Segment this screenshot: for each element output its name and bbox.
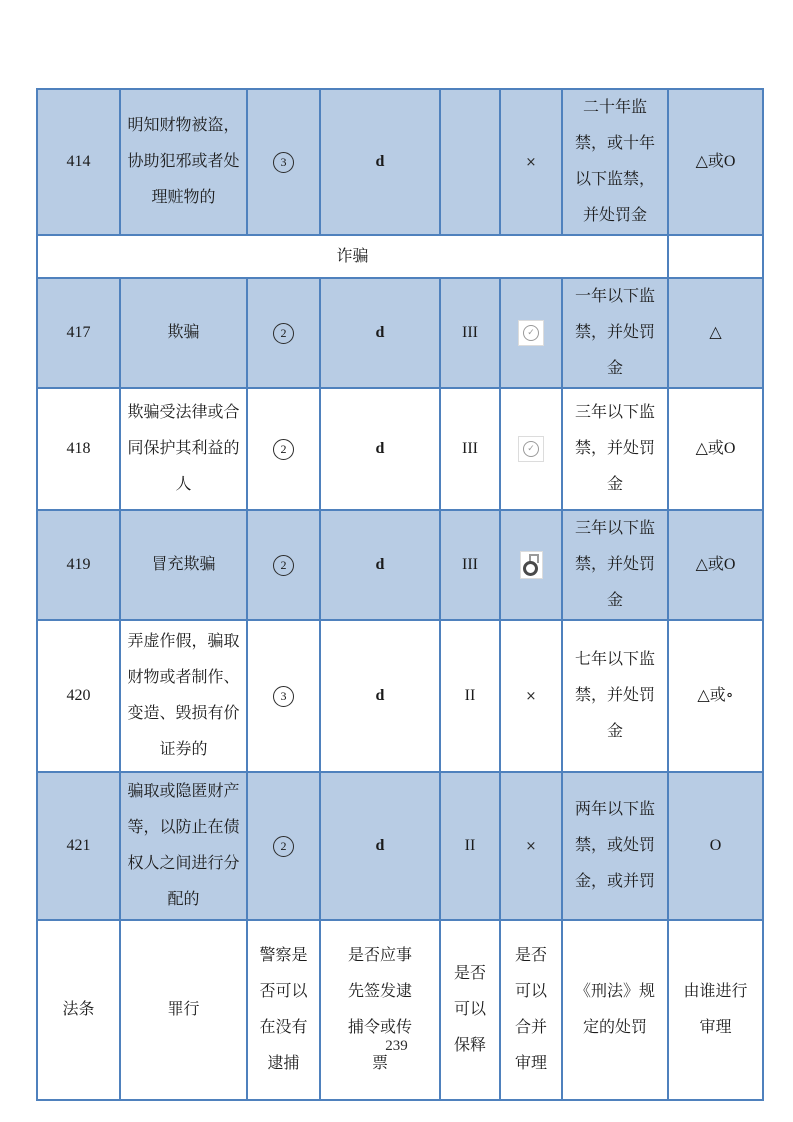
crime-description: 冒充欺骗 [120,510,247,620]
crime-description: 骗取或隐匿财产等，以防止在债权人之间进行分配的 [120,772,247,920]
court-cell: △或O [668,388,763,510]
joinder-cell [500,89,562,235]
x-mark: × [525,154,537,170]
section-empty-cell [668,235,763,278]
bail-cell: III [440,278,500,388]
table-row-421 [37,772,763,920]
crime-description: 欺骗 [120,278,247,388]
circled-number: 2 [273,555,294,576]
table-row-414 [37,89,763,235]
header-article: 法条 [37,920,120,1100]
court-cell: △或O [668,510,763,620]
table-row-417 [37,278,763,388]
court-cell: O [668,772,763,920]
header-crime: 罪行 [120,920,247,1100]
arrest-cell [247,772,320,920]
joinder-cell [500,772,562,920]
punishment-cell: 三年以下监禁，并处罚金 [562,510,668,620]
crime-description: 明知财物被盗，协助犯邪或者处理赃物的 [120,89,247,235]
article-number: 417 [37,278,120,388]
joinder-cell [500,388,562,510]
warrant-cell: d [320,620,440,772]
section-title: 诈骗 [37,235,668,278]
page-number: 239 [385,1038,408,1054]
punishment-cell: 三年以下监禁，并处罚金 [562,388,668,510]
header-warrant: 是否应事先签发逮捕令或传票 [320,920,440,1100]
arrest-cell [247,388,320,510]
warrant-cell: d [320,388,440,510]
joinder-cell [500,620,562,772]
circled-number: 2 [273,439,294,460]
arrest-cell [247,620,320,772]
article-number: 421 [37,772,120,920]
arrest-cell [247,278,320,388]
court-cell: △或O [668,89,763,235]
punishment-cell: 七年以下监禁，并处罚金 [562,620,668,772]
table-row-418 [37,388,763,510]
bail-cell: III [440,388,500,510]
x-mark: × [525,838,537,854]
circled-number: 2 [273,323,294,344]
article-number: 418 [37,388,120,510]
header-bail: 是否可以保释 [440,920,500,1100]
column-header-row [37,920,763,1100]
criminal-law-table [36,88,764,1101]
bail-cell: II [440,772,500,920]
table-row-419 [37,510,763,620]
court-cell: △或∘ [668,620,763,772]
circled-number: 3 [273,686,294,707]
article-number: 419 [37,510,120,620]
section-row [37,235,763,278]
header-arrest: 警察是否可以在没有逮捕 [247,920,320,1100]
circled-number: 2 [273,836,294,857]
circled-number: 3 [273,152,294,173]
warrant-cell: d [320,510,440,620]
punishment-cell: 二十年监禁，或十年以下监禁，并处罚金 [562,89,668,235]
header-court: 由谁进行审理 [668,920,763,1100]
arrest-cell [247,89,320,235]
bail-cell: III [440,510,500,620]
warrant-cell: d [320,89,440,235]
crime-description: 欺骗受法律或合同保护其利益的人 [120,388,247,510]
article-number: 414 [37,89,120,235]
check-circle-icon: ✓ [518,436,544,462]
joinder-cell [500,278,562,388]
ring-icon [520,551,543,579]
bail-cell: II [440,620,500,772]
x-mark: × [525,688,537,704]
bail-cell [440,89,500,235]
warrant-cell: d [320,278,440,388]
punishment-cell: 一年以下监禁，并处罚金 [562,278,668,388]
court-cell: △ [668,278,763,388]
arrest-cell [247,510,320,620]
header-punishment: 《刑法》规定的处罚 [562,920,668,1100]
joinder-cell [500,510,562,620]
punishment-cell: 两年以下监禁，或处罚金，或并罚 [562,772,668,920]
check-circle-icon: ✓ [518,320,544,346]
header-joinder: 是否可以合并审理 [500,920,562,1100]
table-row-420 [37,620,763,772]
warrant-cell: d [320,772,440,920]
crime-description: 弄虚作假，骗取财物或者制作、变造、毁损有价证券的 [120,620,247,772]
article-number: 420 [37,620,120,772]
